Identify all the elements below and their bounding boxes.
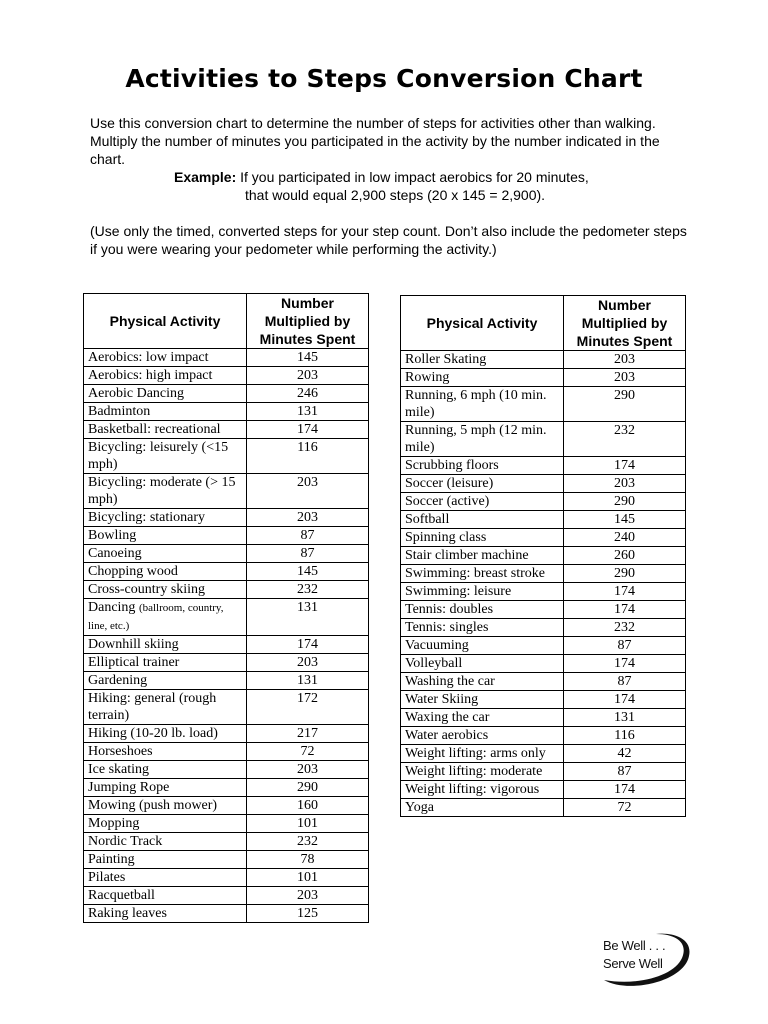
multiplier-cell: 116: [564, 727, 686, 745]
activity-cell: [84, 869, 247, 887]
multiplier-cell: 174: [564, 655, 686, 673]
activity-name: Canoeing: [88, 546, 142, 561]
example-line-2: that would equal 2,900 steps (20 x 145 = 2,900).: [245, 187, 546, 203]
table-row: [84, 797, 369, 815]
activity-name: Downhill skiing: [88, 637, 179, 652]
table-row: [84, 474, 369, 509]
table-row: [401, 511, 686, 529]
activity-name: Dancing: [88, 600, 136, 615]
activity-name: Soccer (leisure): [405, 476, 494, 491]
table-row: [401, 691, 686, 709]
table-row: [84, 527, 369, 545]
multiplier-cell: 78: [247, 851, 369, 869]
activity-cell: [401, 709, 564, 727]
activity-cell: [401, 493, 564, 511]
multiplier-cell: 87: [564, 637, 686, 655]
multiplier-cell: 203: [247, 654, 369, 672]
activity-name: Swimming: leisure: [405, 584, 512, 599]
multiplier-cell: 145: [564, 511, 686, 529]
multiplier-cell: 72: [247, 743, 369, 761]
activity-name: Aerobic Dancing: [88, 386, 185, 401]
table-row: [84, 654, 369, 672]
activity-cell: [401, 387, 564, 422]
activity-cell: [84, 563, 247, 581]
table-header-row: [401, 296, 686, 351]
activity-name: Weight lifting: arms only: [405, 746, 546, 761]
header-number-multiplied: Number Multiplied by Minutes Spent: [564, 296, 686, 351]
example-line: [90, 168, 690, 186]
table-row: [401, 763, 686, 781]
multiplier-cell: 125: [247, 905, 369, 923]
activity-note: (ballroom, country, line, etc.): [88, 602, 224, 632]
multiplier-cell: 87: [247, 545, 369, 563]
table-row: [401, 781, 686, 799]
activity-name: Horseshoes: [88, 744, 153, 759]
multiplier-cell: 290: [247, 779, 369, 797]
table-row: [84, 545, 369, 563]
multiplier-cell: 87: [564, 673, 686, 691]
table-row: [401, 727, 686, 745]
table-row: [84, 636, 369, 654]
activity-cell: [84, 474, 247, 509]
activity-cell: [84, 439, 247, 474]
multiplier-cell: 160: [247, 797, 369, 815]
activity-cell: [84, 509, 247, 527]
table-row: [84, 599, 369, 636]
activity-name: Mowing (push mower): [88, 798, 218, 813]
table-row: [401, 387, 686, 422]
multiplier-cell: 290: [564, 387, 686, 422]
activity-cell: [401, 655, 564, 673]
multiplier-cell: 174: [564, 601, 686, 619]
table-row: [401, 493, 686, 511]
activity-cell: [84, 545, 247, 563]
activity-name: Water aerobics: [405, 728, 489, 743]
multiplier-cell: 87: [247, 527, 369, 545]
activity-cell: [84, 743, 247, 761]
header-physical-activity: Physical Activity: [84, 294, 247, 349]
activity-name: Tennis: doubles: [405, 602, 494, 617]
conversion-table-right: [400, 295, 686, 817]
table-row: [401, 583, 686, 601]
multiplier-cell: 145: [247, 349, 369, 367]
table-row: [84, 743, 369, 761]
multiplier-cell: 174: [564, 691, 686, 709]
activity-cell: [84, 636, 247, 654]
activity-cell: [401, 511, 564, 529]
activity-name: Bicycling: leisurely (<15 mph): [88, 440, 229, 472]
table-row: [84, 672, 369, 690]
activity-name: Nordic Track: [88, 834, 163, 849]
activity-name: Tennis: singles: [405, 620, 489, 635]
table-row: [84, 905, 369, 923]
table-row: [401, 529, 686, 547]
activity-name: Soccer (active): [405, 494, 490, 509]
activity-cell: [84, 690, 247, 725]
multiplier-cell: 87: [564, 763, 686, 781]
multiplier-cell: 290: [564, 493, 686, 511]
multiplier-cell: 174: [247, 421, 369, 439]
table-row: [84, 439, 369, 474]
multiplier-cell: 203: [564, 351, 686, 369]
table-row: [401, 745, 686, 763]
multiplier-cell: 131: [247, 599, 369, 636]
activity-name: Scrubbing floors: [405, 458, 499, 473]
activity-name: Cross-country skiing: [88, 582, 206, 597]
table-row: [84, 563, 369, 581]
activity-name: Ice skating: [88, 762, 150, 777]
table-row: [84, 869, 369, 887]
header-physical-activity: Physical Activity: [401, 296, 564, 351]
activity-cell: [401, 619, 564, 637]
activity-cell: [401, 547, 564, 565]
multiplier-cell: 203: [247, 474, 369, 509]
conversion-table-left: [83, 293, 369, 923]
activity-name: Stair climber machine: [405, 548, 529, 563]
page-title: Activities to Steps Conversion Chart: [125, 64, 643, 93]
activity-cell: [84, 851, 247, 869]
activity-name: Gardening: [88, 673, 148, 688]
usage-note: (Use only the timed, converted steps for your step count. Don’t also include the pedometer steps if you were wearing your pedometer while performing the activity.): [90, 223, 687, 257]
table-row: [84, 779, 369, 797]
activity-cell: [401, 745, 564, 763]
activity-name: Raking leaves: [88, 906, 167, 921]
activity-cell: [84, 599, 247, 636]
activity-name: Bicycling: stationary: [88, 510, 206, 525]
table-row: [84, 349, 369, 367]
activity-cell: [401, 369, 564, 387]
activity-name: Aerobics: high impact: [88, 368, 213, 383]
table-row: [401, 673, 686, 691]
activity-cell: [84, 779, 247, 797]
multiplier-cell: 72: [564, 799, 686, 817]
activity-cell: [84, 421, 247, 439]
multiplier-cell: 203: [247, 367, 369, 385]
table-row: [84, 509, 369, 527]
activity-cell: [401, 583, 564, 601]
activity-cell: [84, 385, 247, 403]
activity-name: Jumping Rope: [88, 780, 170, 795]
activity-name: Swimming: breast stroke: [405, 566, 545, 581]
activity-name: Racquetball: [88, 888, 155, 903]
multiplier-cell: 203: [247, 761, 369, 779]
activity-name: Weight lifting: moderate: [405, 764, 543, 779]
activity-cell: [401, 422, 564, 457]
table-row: [84, 421, 369, 439]
activity-cell: [401, 781, 564, 799]
be-well-serve-well-logo: [598, 930, 694, 992]
activity-name: Bowling: [88, 528, 137, 543]
activity-cell: [84, 887, 247, 905]
table-row: [84, 581, 369, 599]
activity-cell: [84, 761, 247, 779]
activity-cell: [401, 351, 564, 369]
multiplier-cell: 232: [564, 619, 686, 637]
activity-cell: [84, 349, 247, 367]
activity-cell: [401, 691, 564, 709]
multiplier-cell: 131: [247, 403, 369, 421]
activity-name: Yoga: [405, 800, 434, 815]
activity-name: Basketball: recreational: [88, 422, 221, 437]
table-row: [401, 709, 686, 727]
multiplier-cell: 101: [247, 815, 369, 833]
activity-cell: [84, 672, 247, 690]
activity-cell: [401, 475, 564, 493]
activity-cell: [401, 763, 564, 781]
table-row: [84, 403, 369, 421]
multiplier-cell: 116: [247, 439, 369, 474]
multiplier-cell: 232: [247, 581, 369, 599]
header-number-multiplied: Number Multiplied by Minutes Spent: [247, 294, 369, 349]
activity-name: Pilates: [88, 870, 126, 885]
table-row: [84, 833, 369, 851]
activity-name: Elliptical trainer: [88, 655, 180, 670]
activity-cell: [84, 797, 247, 815]
table-row: [401, 619, 686, 637]
activity-name: Roller Skating: [405, 352, 487, 367]
activity-cell: [84, 833, 247, 851]
intro-text: [90, 114, 690, 258]
activity-name: Hiking (10-20 lb. load): [88, 726, 218, 741]
activity-cell: [84, 403, 247, 421]
table-header-row: [84, 294, 369, 349]
activity-cell: [401, 529, 564, 547]
activity-cell: [84, 527, 247, 545]
activity-cell: [401, 673, 564, 691]
activity-name: Running, 5 mph (12 min. mile): [405, 423, 547, 455]
activity-name: Waxing the car: [405, 710, 490, 725]
multiplier-cell: 240: [564, 529, 686, 547]
table-row: [401, 799, 686, 817]
table-row: [401, 601, 686, 619]
logo-line-2: Serve Well: [603, 956, 663, 971]
activity-name: Aerobics: low impact: [88, 350, 209, 365]
table-body-left: [84, 349, 369, 923]
table-row: [401, 655, 686, 673]
activity-name: Hiking: general (rough terrain): [88, 691, 217, 723]
table-body-right: [401, 351, 686, 817]
activity-cell: [84, 367, 247, 385]
multiplier-cell: 42: [564, 745, 686, 763]
intro-paragraph: Use this conversion chart to determine the number of steps for activities other than walking. Multiply the number of minutes you participated in the activity by the number indicated in the chart.: [90, 115, 660, 167]
multiplier-cell: 260: [564, 547, 686, 565]
multiplier-cell: 203: [247, 887, 369, 905]
multiplier-cell: 290: [564, 565, 686, 583]
multiplier-cell: 174: [564, 583, 686, 601]
activity-cell: [84, 654, 247, 672]
table-row: [84, 887, 369, 905]
activity-cell: [84, 725, 247, 743]
activity-name: Spinning class: [405, 530, 487, 545]
activity-name: Washing the car: [405, 674, 495, 689]
activity-cell: [401, 799, 564, 817]
multiplier-cell: 145: [247, 563, 369, 581]
activity-name: Rowing: [405, 370, 450, 385]
activity-name: Painting: [88, 852, 135, 867]
example-label: Example:: [174, 169, 237, 185]
activity-cell: [401, 601, 564, 619]
activity-name: Running, 6 mph (10 min. mile): [405, 388, 547, 420]
table-row: [84, 761, 369, 779]
activity-name: Volleyball: [405, 656, 463, 671]
table-row: [401, 475, 686, 493]
activity-name: Bicycling: moderate (> 15 mph): [88, 475, 236, 507]
activity-name: Softball: [405, 512, 450, 527]
table-row: [401, 457, 686, 475]
table-row: [401, 369, 686, 387]
activity-name: Mopping: [88, 816, 140, 831]
multiplier-cell: 131: [564, 709, 686, 727]
multiplier-cell: 101: [247, 869, 369, 887]
table-row: [84, 725, 369, 743]
activity-name: Chopping wood: [88, 564, 178, 579]
table-row: [84, 385, 369, 403]
multiplier-cell: 174: [564, 781, 686, 799]
table-row: [401, 565, 686, 583]
activity-name: Vacuuming: [405, 638, 469, 653]
multiplier-cell: 217: [247, 725, 369, 743]
table-row: [84, 815, 369, 833]
table-row: [401, 422, 686, 457]
activity-cell: [84, 581, 247, 599]
multiplier-cell: 232: [564, 422, 686, 457]
multiplier-cell: 246: [247, 385, 369, 403]
multiplier-cell: 172: [247, 690, 369, 725]
multiplier-cell: 203: [564, 369, 686, 387]
logo-line-1: Be Well . . .: [603, 938, 666, 953]
activity-name: Badminton: [88, 404, 151, 419]
table-row: [84, 367, 369, 385]
table-row: [84, 851, 369, 869]
multiplier-cell: 232: [247, 833, 369, 851]
activity-cell: [401, 565, 564, 583]
activity-cell: [84, 815, 247, 833]
activity-cell: [84, 905, 247, 923]
multiplier-cell: 203: [564, 475, 686, 493]
activity-cell: [401, 727, 564, 745]
multiplier-cell: 174: [247, 636, 369, 654]
table-row: [401, 637, 686, 655]
activity-cell: [401, 637, 564, 655]
table-row: [401, 547, 686, 565]
multiplier-cell: 174: [564, 457, 686, 475]
multiplier-cell: 203: [247, 509, 369, 527]
example-text-1: If you participated in low impact aerobics for 20 minutes,: [236, 169, 589, 185]
activity-name: Weight lifting: vigorous: [405, 782, 540, 797]
multiplier-cell: 131: [247, 672, 369, 690]
activity-cell: [401, 457, 564, 475]
activity-name: Water Skiing: [405, 692, 479, 707]
table-row: [401, 351, 686, 369]
table-row: [84, 690, 369, 725]
